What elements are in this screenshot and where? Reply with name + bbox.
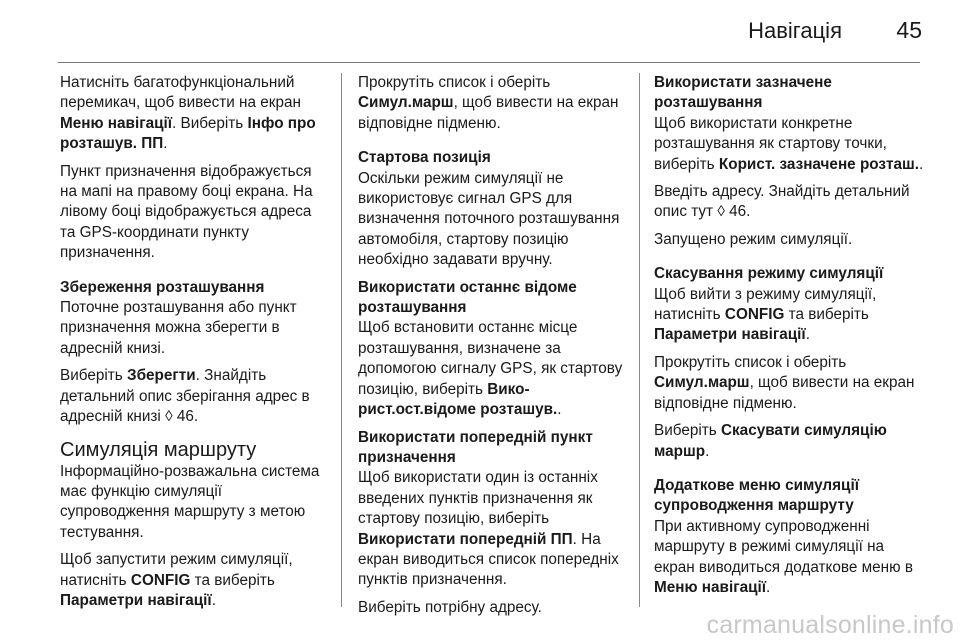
page-number: 45 xyxy=(896,17,922,43)
section-heading: Використати останнє відоме розташування xyxy=(358,278,577,317)
column-divider xyxy=(341,73,342,607)
section-heading: Стартова позиція xyxy=(358,149,491,167)
section-heading: Скасування режиму симуляції xyxy=(654,265,884,283)
column-2 xyxy=(358,73,630,625)
column-3 xyxy=(654,73,926,605)
paragraph: Виберіть потрібну адресу. xyxy=(358,598,542,616)
paragraph: Щоб встановити останнє місце розташування, визначене за допомогою сигналу GPS, як стартову позицію, виберіть Вико-рист.ост.відоме розташув.. xyxy=(358,319,623,419)
paragraph: Прокрутіть список і оберіть Симул.марш, щоб вивести на екран відповідне підменю. xyxy=(654,353,915,412)
section-heading: Використати зазначене розташування xyxy=(654,74,832,112)
paragraph: Поточне розташування або пункт призначення можна зберегти в адресній книзі. xyxy=(60,299,297,357)
paragraph: Виберіть Скасувати симуляцію маршр. xyxy=(654,422,887,460)
paragraph: Прокрутіть список і оберіть Симул.марш, щоб вивести на екран відповідне підменю. xyxy=(358,74,619,132)
section-heading: Додаткове меню симуляції супроводження маршруту xyxy=(654,476,859,515)
section-heading: Використати попередній пункт призначення xyxy=(358,428,593,466)
paragraph: Щоб вийти з режиму симуляції, натисніть CONFIG та виберіть Параметри навігації. xyxy=(654,285,877,344)
paragraph: Щоб запустити режим симуляції, натисніть CONFIG та виберіть Параметри навігації. xyxy=(60,551,293,609)
paragraph: Запущено режим симуляції. xyxy=(654,230,853,248)
paragraph: Виберіть Зберегти. Знайдіть детальний опис зберігання адрес в адресній книзі ◊ 46. xyxy=(60,367,310,426)
paragraph: Введіть адресу. Знайдіть детальний опис тут ◊ 46. xyxy=(654,183,910,221)
paragraph: Інформаційно-розважальна система має функцію симуляції супроводження маршруту з метою тестування. xyxy=(60,462,320,541)
watermark: carmanualsonline.info xyxy=(706,611,954,639)
column-1 xyxy=(60,73,330,618)
header-rule xyxy=(58,62,920,63)
page-reference: ◊ 46. xyxy=(717,203,751,221)
paragraph: Щоб використати конкретне розташування як стартову точки, виберіть Корист. зазначене розташ.. xyxy=(654,114,924,173)
paragraph: Щоб використати один із останніх введених пунктів призначення як стартову позицію, виберіть Використати попередній ПП. На екран виводиться список попередніх пунктів призначення. xyxy=(358,469,619,589)
paragraph: Пункт призначення відображується на мапі на правому боці екрана. На лівому боці відображується адреса та GPS-координати пункту призначення. xyxy=(60,162,313,262)
paragraph: При активному супроводженні маршруту в режимі симуляції на екран виводиться додаткове меню в Меню навігації. xyxy=(654,517,913,596)
column-divider xyxy=(639,73,640,607)
section-heading: Збереження розташування xyxy=(60,278,265,296)
chapter-heading: Симуляція маршруту xyxy=(60,438,257,461)
page-reference: ◊ 46. xyxy=(165,408,199,426)
paragraph: Оскільки режим симуляції не використовує сигнал GPS для визначення поточного розташування автомобіля, стартову позицію необхідно задавати вручну. xyxy=(358,169,620,269)
page-title: Навігація xyxy=(748,18,842,43)
paragraph: Натисніть багатофункціональний перемикач, щоб вивести на екран Меню навігації. Виберіть Інфо про розташув. ПП. xyxy=(60,74,316,153)
page-header xyxy=(0,0,960,62)
